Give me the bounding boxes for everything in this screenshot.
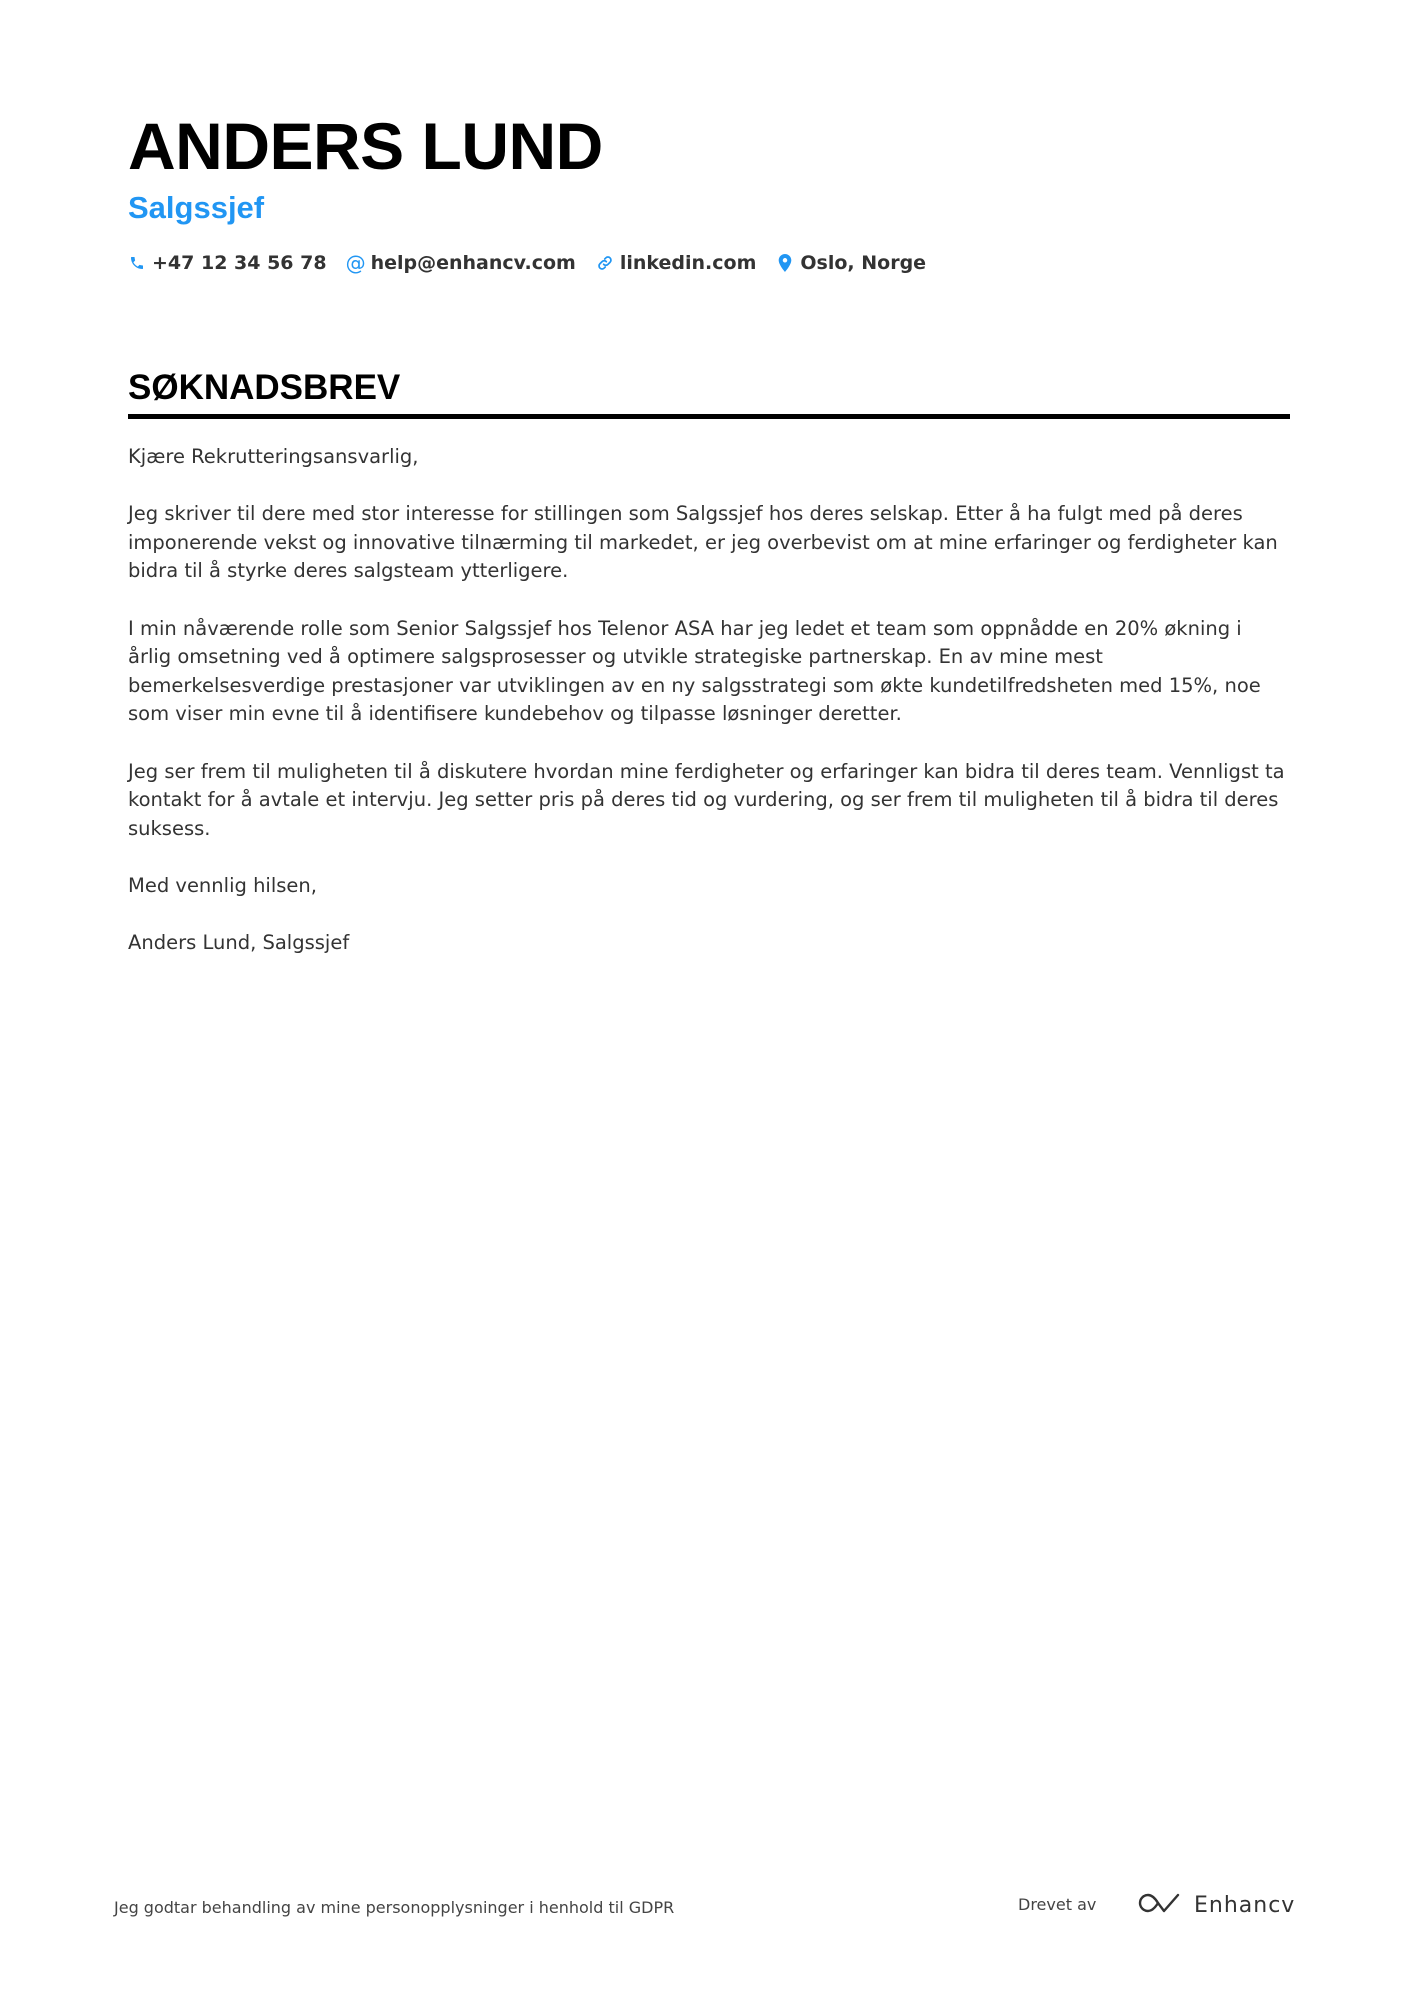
email-address[interactable]: help@enhancv.com: [370, 252, 576, 274]
powered-by-label: Drevet av: [1018, 1895, 1097, 1914]
cover-letter-section: [128, 368, 1290, 986]
enhancv-mark-icon: [1138, 1891, 1184, 1919]
letter-paragraph: Jeg skriver til dere med stor interesse for stillingen som Salgssjef hos deres selskap. Etter å ha fulgt med på deres imponerende vekst og innovative tilnærming til markedet, er jeg overbevist om at mine erfaringer og ferdigheter kan bidra til å styrke deres salgsteam ytterligere.: [128, 502, 1278, 583]
phone-icon: [128, 254, 146, 272]
letter-paragraph: Jeg ser frem til muligheten til å diskutere hvordan mine ferdigheter og erfaringer kan bidra til deres team. Vennligst ta kontakt for å avtale et intervju. Jeg setter pris på deres tid og vurdering, og ser frem til muligheten til å bidra til deres suksess.: [128, 759, 1285, 840]
letter-greeting: Kjære Rekrutteringsansvarlig,: [128, 445, 419, 468]
letter-body: [128, 443, 1290, 958]
phone-number: +47 12 34 56 78: [152, 252, 327, 274]
footer: [114, 1890, 1296, 1926]
contact-linkedin[interactable]: [596, 252, 757, 274]
letter-closing: Med vennlig hilsen,: [128, 873, 317, 897]
contact-bar: [128, 252, 1288, 274]
gdpr-consent-text: Jeg godtar behandling av mine personopplysninger i henhold til GDPR: [114, 1898, 675, 1917]
at-icon: @: [345, 251, 366, 275]
contact-phone: [128, 252, 327, 274]
contact-location: [776, 252, 926, 274]
linkedin-link[interactable]: linkedin.com: [619, 252, 757, 274]
letter-signature: Anders Lund, Salgssjef: [128, 931, 350, 955]
applicant-name: ANDERS LUND: [128, 109, 603, 183]
location-text: Oslo, Norge: [800, 252, 927, 274]
section-title: SØKNADSBREV: [128, 368, 1290, 419]
enhancv-logo[interactable]: [1138, 1890, 1295, 1920]
applicant-title: Salgssjef: [128, 190, 265, 225]
contact-email[interactable]: [347, 252, 576, 274]
letter-paragraph: I min nåværende rolle som Senior Salgssjef hos Telenor ASA har jeg ledet et team som oppnådde en 20% økning i årlig omsetning ved å optimere salgsprosesser og utvikle strategiske partnerskap. En av mine mest bemerkelsesverdige prestasjoner var utviklingen av en ny salgsstrategi som økte kundetilfredsheten med 15%, noe som viser min evne til å identifisere kundebehov og tilpasse løsninger deretter.: [128, 616, 1261, 726]
location-pin-icon: [776, 254, 794, 272]
enhancv-wordmark: Enhancv: [1194, 1892, 1296, 1918]
header: [128, 110, 1288, 274]
link-icon: [596, 254, 614, 272]
